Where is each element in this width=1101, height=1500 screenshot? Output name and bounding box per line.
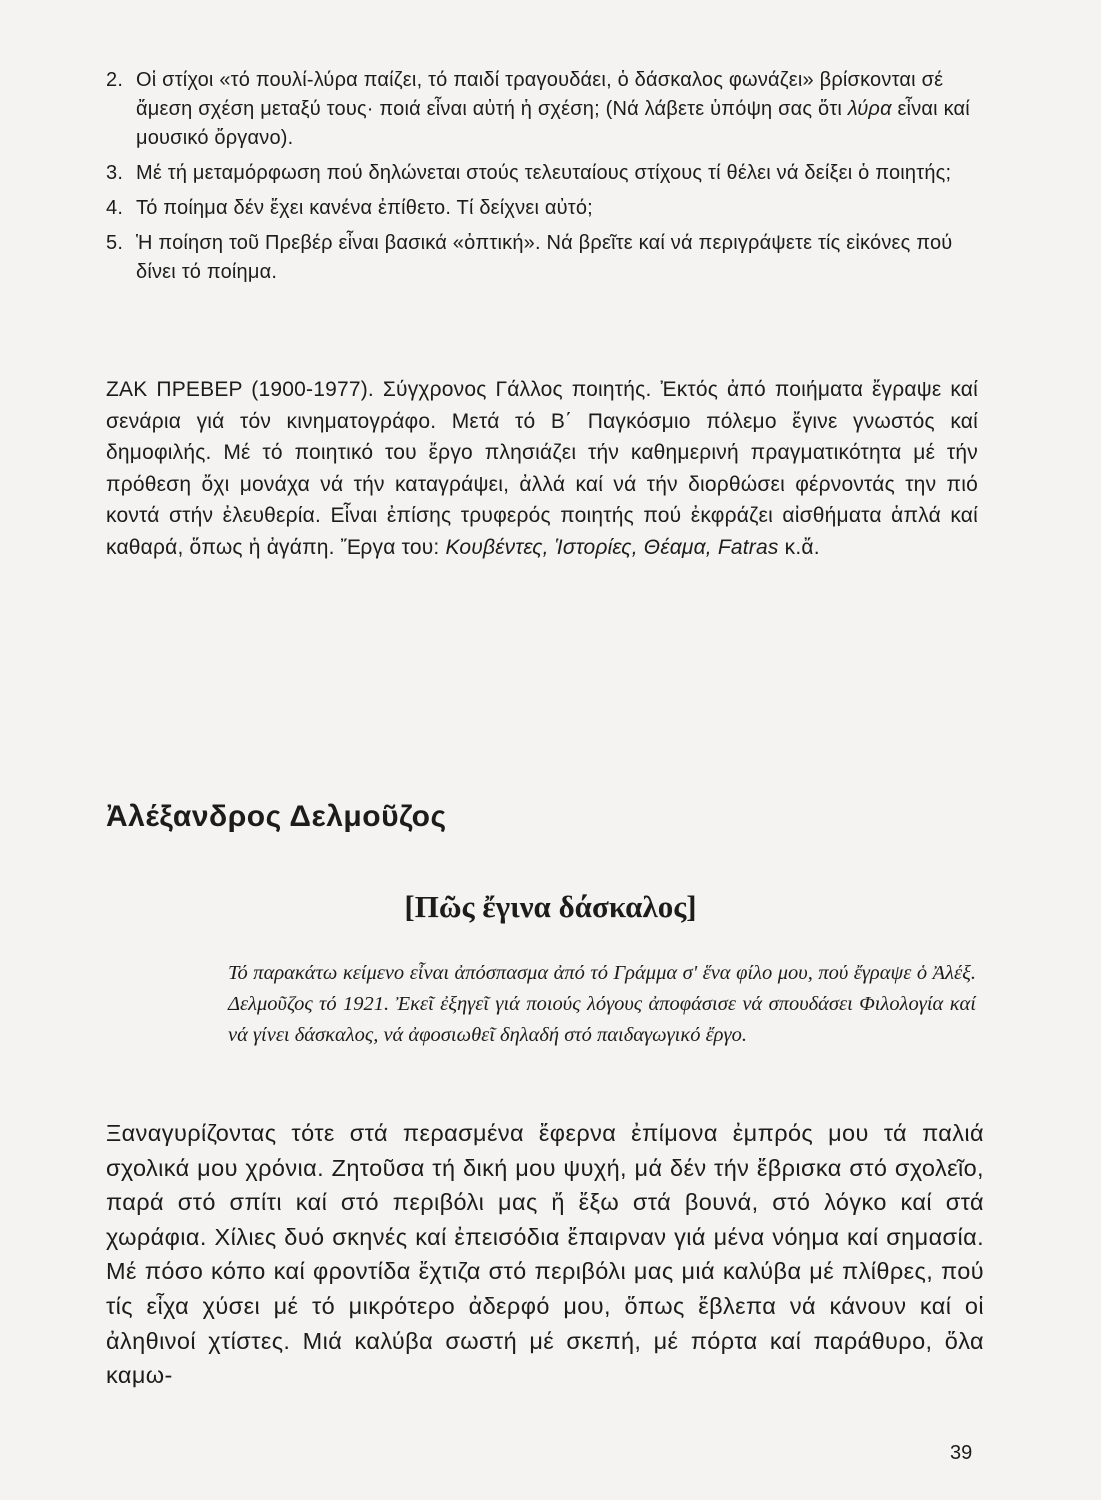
section-author: Ἀλέξανδρος Δελμοῦζος xyxy=(106,800,447,833)
question-text: Οἱ στίχοι «τό πουλί-λύρα παίζει, τό παιδί τραγουδάει, ὁ δάσκαλος φωνάζει» βρίσκονται σέ ἄμεση σχέση μεταξύ τους· ποιά εἶναι αὐτή ἡ σχέση; (Νά λάβετε ὑπόψη σας ὅτι λύρα εἶναι καί μουσικό ὄργανο). xyxy=(136,69,970,149)
main-paragraph: Ξαναγυρίζοντας τότε στά περασμένα ἔφερνα ἐπίμονα ἐμπρός μου τά παλιά σχολικά μου χρόνια. Ζητοῦσα τή δική μου ψυχή, μά δέν τήν ἔβρισκα στό σχολεῖο, παρά στό σπίτι καί στό περιβόλι μας ἤ ἔξω στά βουνά, στό λόγκο καί στά χωράφια. Χίλιες δυό σκηνές καί ἐπεισόδια ἔπαιρναν γιά μένα νόημα καί σημασία. Μέ πόσο κόπο καί φροντίδα ἔχτιζα στό περιβόλι μας μιά καλύβα μέ πλίθρες, πού τίς εἶχα χύσει μέ τό μικρότερο ἀδερφό μου, ὅπως ἔβλεπα νά κάνουν καί οἱ ἀληθινοί χτίστες. Μιά καλύβα σωστή μέ σκεπή, μέ πόρτα καί παράθυρο, ὅλα καμω- xyxy=(106,1120,984,1389)
question-number: 4. xyxy=(106,197,124,219)
questions-list xyxy=(106,66,986,293)
question-item xyxy=(106,229,986,287)
question-text: Μέ τή μεταμόρφωση πού δηλώνεται στούς τελευταίους στίχους τί θέλει νά δείξει ὁ ποιητής; xyxy=(136,162,952,184)
question-number: 5. xyxy=(106,232,124,254)
question-number: 3. xyxy=(106,162,124,184)
works-list: Κουβέντες, Ἱστορίες, Θέαμα, Fatras xyxy=(445,535,779,559)
question-item xyxy=(106,159,986,188)
question-number: 2. xyxy=(106,69,124,91)
intro-paragraph: Τό παρακάτω κείμενο εἶναι ἀπόσπασμα ἀπό τό Γράμμα σ' ἕνα φίλο μου, πού ἔγραψε ὁ Ἀλέξ. Δελμοῦζος τό 1921. Ἐκεῖ ἐξηγεῖ γιά ποιούς λόγους ἀποφάσισε νά σπουδάσει Φιλολογία καί νά γίνει δάσκαλος, νά ἀφοσιωθεῖ δηλαδή στό παιδαγωγικό ἔργο. xyxy=(228,962,976,1046)
author-bio: ΖΑΚ ΠΡΕΒΕΡ (1900-1977). Σύγχρονος Γάλλος ποιητής. Ἐκτός ἀπό ποιήματα ἔγραψε καί σενάρια γιά τόν κινηματογράφο. Μετά τό Β΄ Παγκόσμιο πόλεμο ἔγινε γνωστός καί δημοφιλής. Μέ τό ποιητικό του ἔργο πλησιάζει τήν καθημερινή πραγματικότητα μέ τήν πρόθεση ὄχι μονάχα νά τήν καταγράψει, ἀλλά καί νά τήν διορθώσει φέρνοντάς την πιό κοντά στήν ἐλευθερία. Εἶναι ἐπίσης τρυφερός ποιητής πού ἐκφράζει αἰσθήματα ἁπλά καί καθαρά, ὅπως ἡ ἀγάπη. Ἔργα του: Κουβέντες, Ἱστορίες, Θέαμα, Fatras κ.ἄ. xyxy=(106,378,978,559)
question-text: Ἡ ποίηση τοῦ Πρεβέρ εἶναι βασικά «ὀπτική». Νά βρεῖτε καί νά περιγράψετε τίς εἰκόνες πού δίνει τό ποίημα. xyxy=(136,232,953,283)
question-item xyxy=(106,66,986,153)
question-text: Τό ποίημα δέν ἔχει κανένα ἐπίθετο. Τί δείχνει αὐτό; xyxy=(136,197,593,219)
page-number: 39 xyxy=(950,1442,973,1464)
section-title: [Πῶς ἔγινα δάσκαλος] xyxy=(404,889,697,924)
question-item xyxy=(106,194,986,223)
